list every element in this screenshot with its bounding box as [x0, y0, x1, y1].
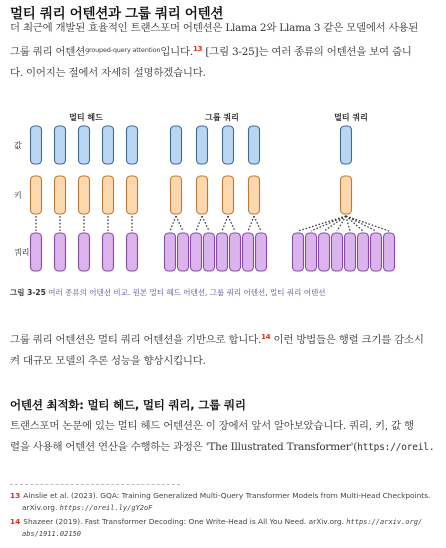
intro-line-3: 다. 이어지는 절에서 자세히 설명하겠습니다.	[10, 67, 206, 79]
term-gqa-english: grouped-query attention	[85, 46, 161, 54]
gq-query-head	[217, 233, 228, 271]
gq-link	[248, 216, 254, 231]
gq-query-head	[243, 233, 254, 271]
footnote-ref-13[interactable]: 13	[192, 45, 203, 53]
mh-key-head	[127, 176, 138, 214]
mh-value-head	[79, 126, 90, 164]
footnote-14-text: Shazeer (2019). Fast Transformer Decoding: One Write-Head is All You Need. arXiv.org.	[23, 517, 344, 526]
gq-value-head	[249, 126, 260, 164]
mq-link	[311, 216, 346, 231]
mh-key-head	[55, 176, 66, 214]
opt-line-1: 트랜스포머 논문에 있는 멀티 헤드 어텐션은 이 장에서 앞서 알아보았습니다. 쿼리, 키, 값 행	[10, 420, 414, 432]
optimization-paragraph	[10, 416, 438, 458]
mq-query-head	[306, 233, 317, 271]
gq-query-head	[165, 233, 176, 271]
mh-value-head	[127, 126, 138, 164]
gq-link	[176, 216, 183, 231]
gq-value-head	[171, 126, 182, 164]
section-title: 멀티 쿼리 어텐션과 그룹 쿼리 어텐션	[10, 6, 224, 22]
gq-value-head	[223, 126, 234, 164]
gq-link	[228, 216, 235, 231]
mq-query-head	[345, 233, 356, 271]
mh-key-head	[79, 176, 90, 214]
mh-key-head	[31, 176, 42, 214]
gq-key-head	[223, 176, 234, 214]
mh-query-head	[31, 233, 42, 271]
mq-query-head	[384, 233, 395, 271]
mh-query-head	[127, 233, 138, 271]
mq-key-head	[341, 176, 352, 214]
mh-value-head	[103, 126, 114, 164]
gq-key-head	[249, 176, 260, 214]
opt-line-2	[10, 437, 438, 458]
gqa-paragraph	[10, 327, 438, 372]
gq-query-head	[191, 233, 202, 271]
group-title-0: 멀티 헤드	[69, 113, 103, 122]
mq-query-head	[371, 233, 382, 271]
gq-query-head	[204, 233, 215, 271]
gq-value-head	[197, 126, 208, 164]
footnote-divider	[10, 484, 180, 485]
mh-key-head	[103, 176, 114, 214]
mh-query-head	[79, 233, 90, 271]
gqa-line-1-text: 그룹 쿼리 어텐션은 멀티 쿼리 어텐션을 기반으로 합니다.	[10, 334, 262, 346]
footnote-ref-14[interactable]: 14	[261, 333, 271, 341]
section2-title: 어텐션 최적화: 멀티 헤드, 멀티 쿼리, 그룹 쿼리	[10, 398, 246, 412]
mq-query-head	[332, 233, 343, 271]
mh-query-head	[103, 233, 114, 271]
mq-query-head	[319, 233, 330, 271]
illustrated-transformer-link[interactable]: https://oreil.	[357, 442, 435, 453]
gqa-line-1-tail: 이런 방법들은 행렬 크기를 감소시	[270, 334, 424, 346]
gq-link	[170, 216, 176, 231]
footnote-13-number: 13	[10, 491, 21, 500]
gq-query-head	[230, 233, 241, 271]
term-gqa: 그룹 쿼리 어텐션	[10, 46, 86, 58]
footnote-14-number: 14	[10, 517, 21, 526]
gq-link	[202, 216, 209, 231]
intro-line-1: 더 최근에 개발된 효율적인 트랜스포머 어텐션은 Llama 2와 Llama 3 같은 모델에서 사용된	[10, 22, 419, 34]
group-title-1: 그룹 쿼리	[205, 113, 239, 122]
intro-line-2	[10, 39, 438, 63]
mq-value-head	[341, 126, 352, 164]
figure-caption-number: 그림 3-25	[10, 288, 46, 297]
gq-query-head	[178, 233, 189, 271]
footnote-13-link[interactable]: https://oreil.ly/gY2oF	[59, 504, 153, 512]
gq-link	[254, 216, 261, 231]
gq-link	[196, 216, 202, 231]
gq-key-head	[171, 176, 182, 214]
intro-paragraph	[10, 18, 438, 84]
mq-link	[324, 216, 346, 231]
mq-query-head	[293, 233, 304, 271]
row-label-1: 키	[14, 191, 22, 200]
mq-link	[346, 216, 376, 231]
attention-comparison-diagram	[0, 100, 446, 285]
group-title-2: 멀티 쿼리	[334, 113, 368, 122]
mq-query-head	[358, 233, 369, 271]
gq-link	[222, 216, 228, 231]
figure-caption-text: 여러 종류의 어텐션 비교. 원본 멀티 헤드 어텐션, 그룹 쿼리 어텐션, 멀티 쿼리 어텐션	[48, 288, 326, 297]
figure-caption	[10, 287, 326, 298]
footnote-13-text: Ainslie et al. (2023). GQA: Training Generalized Multi-Query Transformer Models from Multi-Head Checkpoints.	[23, 491, 431, 500]
intro-line-2-tail: [그림 3-25]는 여러 종류의 어텐션을 보여 줍니	[202, 46, 412, 58]
footnote-14-link-cont[interactable]: abs/1911.02150	[22, 530, 82, 538]
mh-value-head	[55, 126, 66, 164]
mh-value-head	[31, 126, 42, 164]
gq-query-head	[256, 233, 267, 271]
intro-line-2-end: 입니다.	[160, 46, 193, 58]
gqa-line-2: 켜 대규모 모델의 추론 성능을 향상시킵니다.	[10, 355, 206, 367]
opt-line-2-text: 렬을 사용해 어텐션 연산을 수행하는 과정은 'The Illustrated Transformer'(	[10, 441, 358, 453]
footnote-14	[10, 516, 440, 540]
mh-query-head	[55, 233, 66, 271]
footnote-14-link[interactable]: https://arxiv.org/	[346, 518, 423, 526]
row-label-2: 쿼리	[14, 248, 30, 257]
gqa-line-1	[10, 327, 438, 351]
gq-key-head	[197, 176, 208, 214]
footnote-13-source: arXiv.org.	[22, 503, 58, 512]
row-label-0: 값	[14, 141, 22, 150]
footnote-13	[10, 490, 440, 514]
mq-link	[346, 216, 389, 231]
